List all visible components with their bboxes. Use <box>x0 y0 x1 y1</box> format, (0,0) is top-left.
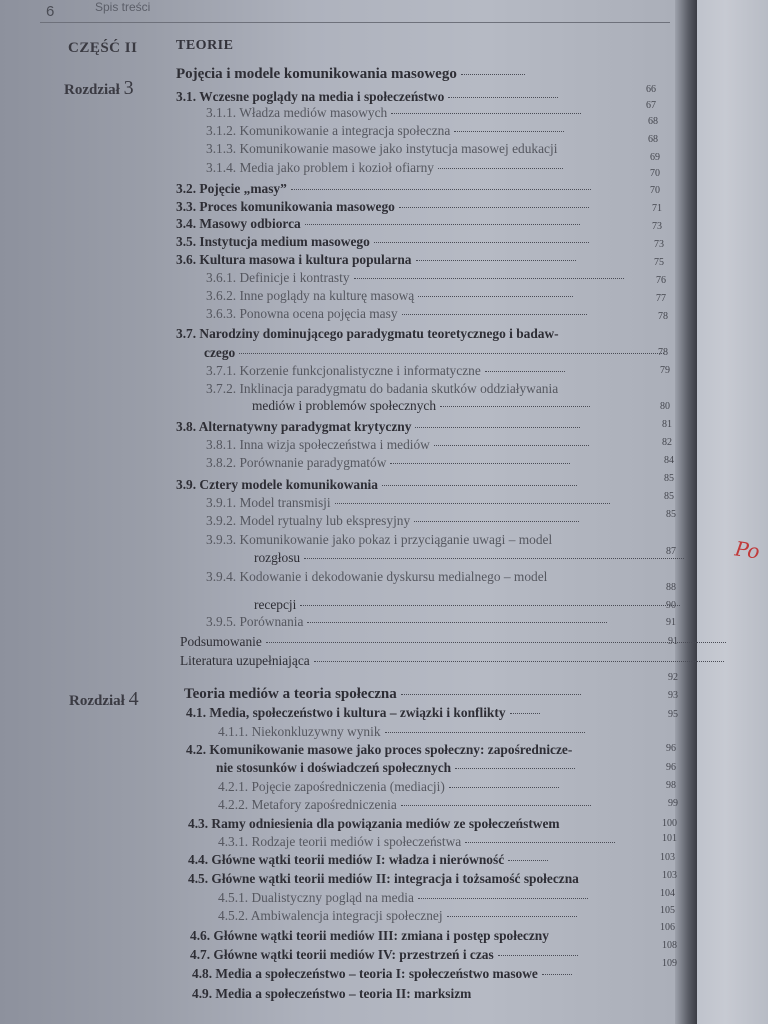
toc-page-number: 67 <box>646 100 656 111</box>
leader-dots <box>304 558 684 559</box>
toc-entry <box>176 181 591 197</box>
toc-page-number: 85 <box>664 491 674 502</box>
toc-entry-text: 4.5.2. Ambiwalencja integracji społecznej <box>218 908 443 923</box>
leader-dots <box>399 207 589 208</box>
toc-entry <box>176 234 589 250</box>
toc-entry-text: Podsumowanie <box>180 634 262 649</box>
chapter-4-label-word: Rozdział <box>69 693 125 709</box>
toc-page-number: 92 <box>668 672 678 683</box>
toc-entry <box>206 569 547 585</box>
leader-dots <box>508 860 548 861</box>
toc-page-number: 68 <box>648 134 658 145</box>
toc-page-number: 91 <box>666 617 676 628</box>
leader-dots <box>510 713 540 714</box>
leader-dots <box>449 787 559 788</box>
toc-entry-text: 3.6.2. Inne poglądy na kulturę masową <box>206 288 415 303</box>
running-head-title: Spis treści <box>95 0 151 14</box>
chapter-3-title: Pojęcia i modele komunikowania masowego <box>176 66 525 82</box>
toc-entry <box>180 653 724 669</box>
toc-entry <box>176 252 576 268</box>
toc-entry-text: czego <box>204 345 236 360</box>
toc-page-number: 73 <box>652 221 662 232</box>
toc-page-number: 105 <box>660 905 675 916</box>
toc-page-number: 100 <box>662 818 677 829</box>
toc-entry-text: 3.6. Kultura masowa i kultura popularna <box>176 252 412 267</box>
toc-page-number: 99 <box>668 798 678 809</box>
toc-entry-text: 4.8. Media a społeczeństwo – teoria I: społeczeństwo masowe <box>192 966 538 981</box>
leader-dots <box>266 642 726 643</box>
toc-entry-text: recepcji <box>254 597 297 612</box>
toc-entry <box>206 105 581 121</box>
leader-dots <box>385 732 585 733</box>
leader-dots <box>382 485 577 486</box>
toc-entry <box>218 834 615 850</box>
toc-page-number: 109 <box>662 958 677 969</box>
leader-dots <box>414 521 579 522</box>
toc-entry <box>186 742 572 758</box>
toc-entry <box>206 160 563 176</box>
toc-entry-text: 3.6.1. Definicje i kontrasty <box>206 270 350 285</box>
leader-dots <box>447 916 577 917</box>
toc-entry <box>218 779 559 795</box>
part-title: TEORIE <box>176 38 234 53</box>
toc-entry-text: 3.5. Instytucja medium masowego <box>176 234 370 249</box>
leader-dots <box>415 427 580 428</box>
toc-page-number: 104 <box>660 888 675 899</box>
toc-entry <box>254 550 684 566</box>
toc-entry-text: 3.9.5. Porównania <box>206 614 304 629</box>
toc-entry-text: 4.1.1. Niekonkluzywny wynik <box>218 724 381 739</box>
leader-dots <box>314 661 724 662</box>
toc-entry-text: 3.8.2. Porównanie paradygmatów <box>206 455 387 470</box>
toc-entry <box>252 398 590 414</box>
leader-dots <box>438 168 563 169</box>
toc-page-number: 91 <box>668 636 678 647</box>
toc-entry <box>176 89 558 105</box>
toc-entry-text: rozgłosu <box>254 550 301 565</box>
toc-page-number: 73 <box>654 239 664 250</box>
handwritten-margin-note: Po <box>733 536 762 564</box>
toc-page-number: 93 <box>668 690 678 701</box>
toc-entry-text: 3.3. Proces komunikowania masowego <box>176 199 395 214</box>
toc-page-number: 87 <box>666 546 676 557</box>
leader-dots <box>418 898 588 899</box>
toc-entry-text: 4.5. Główne wątki teorii mediów II: integracja i tożsamość społeczna <box>188 871 579 886</box>
toc-entry <box>204 345 664 361</box>
leader-dots <box>354 278 624 279</box>
toc-entry-text: 4.4. Główne wątki teorii mediów I: władza i nierówność <box>188 852 505 867</box>
leader-dots <box>291 189 591 190</box>
leader-dots <box>305 224 580 225</box>
leader-dots <box>465 842 615 843</box>
toc-entry <box>188 816 560 832</box>
toc-entry-text: 3.2. Pojęcie „masy” <box>176 181 287 196</box>
toc-entry <box>176 199 589 215</box>
toc-entry <box>176 326 559 342</box>
toc-entry <box>192 966 572 982</box>
toc-entry-text: 3.9.2. Model rytualny lub ekspresyjny <box>206 513 411 528</box>
toc-page-number: 101 <box>662 833 677 844</box>
chapter-4-title: Teoria mediów a teoria społeczna <box>184 686 581 702</box>
leader-dots <box>307 622 607 623</box>
toc-page-number: 77 <box>656 293 666 304</box>
toc-entry <box>218 890 588 906</box>
toc-entry-text: 4.6. Główne wątki teorii mediów III: zmiana i postęp społeczny <box>190 928 549 943</box>
leader-dots <box>391 113 581 114</box>
toc-entry-text: 3.4. Masowy odbiorca <box>176 216 301 231</box>
leader-dots <box>335 503 610 504</box>
toc-entry <box>206 495 610 511</box>
toc-entry-text: 3.8. Alternatywny paradygmat krytyczny <box>176 419 412 434</box>
page-number: 6 <box>46 3 55 20</box>
toc-entry <box>206 614 607 630</box>
toc-entry <box>206 141 557 157</box>
toc-entry-text: 3.1.1. Władza mediów masowych <box>206 105 388 120</box>
toc-entry <box>206 363 565 379</box>
toc-page-number: 96 <box>666 762 676 773</box>
toc-page-number: 70 <box>650 185 660 196</box>
toc-entry <box>176 477 577 493</box>
toc-page-number: 85 <box>664 473 674 484</box>
toc-entry-text: 4.5.1. Dualistyczny pogląd na media <box>218 890 414 905</box>
toc-entry-text: 3.9. Cztery modele komunikowania <box>176 477 378 492</box>
toc-entry-text: nie stosunków i doświadczeń społecznych <box>216 760 452 775</box>
toc-entry <box>190 928 549 944</box>
toc-entry <box>254 597 680 613</box>
toc-entry <box>218 724 585 740</box>
toc-page-number: 66 <box>646 84 656 95</box>
toc-page-number: 98 <box>666 780 676 791</box>
toc-entry <box>188 852 548 868</box>
toc-page-number: 76 <box>656 275 666 286</box>
toc-entry-text: 4.9. Media a społeczeństwo – teoria II: marksizm <box>192 986 472 1001</box>
toc-entry <box>206 306 587 322</box>
toc-entry-text: 3.9.1. Model transmisji <box>206 495 331 510</box>
toc-entry-text: 3.7.1. Korzenie funkcjonalistyczne i informatyczne <box>206 363 481 378</box>
chapter-3-label-word: Rozdział <box>64 82 120 98</box>
toc-entry-text: 3.6.3. Ponowna ocena pojęcia masy <box>206 306 398 321</box>
toc-entry <box>190 947 578 963</box>
toc-entry <box>206 437 589 453</box>
toc-page-number: 82 <box>662 437 672 448</box>
toc-entry <box>180 634 726 650</box>
toc-entry <box>176 216 580 232</box>
leader-dots <box>434 445 589 446</box>
toc-page-number: 78 <box>658 311 668 322</box>
toc-entry <box>206 532 552 548</box>
toc-entry-text: 4.3. Ramy odniesienia dla powiązania mediów ze społeczeństwem <box>188 816 560 831</box>
leader-dots <box>448 97 558 98</box>
leader-dots <box>300 605 680 606</box>
toc-entry-text: 4.7. Główne wątki teorii mediów IV: przestrzeń i czas <box>190 947 494 962</box>
toc-entry-text: 4.2.1. Pojęcie zapośredniczenia (mediacji) <box>218 779 445 794</box>
toc-page-number: 103 <box>662 870 677 881</box>
toc-page-number: 95 <box>668 709 678 720</box>
toc-entry-text: 4.1. Media, społeczeństwo i kultura – związki i konflikty <box>186 705 506 720</box>
toc-entry-text: 3.9.4. Kodowanie i dekodowanie dyskursu medialnego – model <box>206 569 548 584</box>
leader-dots <box>401 805 591 806</box>
toc-entry <box>206 288 573 304</box>
toc-entry-text: 4.2. Komunikowanie masowe jako proces społeczny: zapośrednicze- <box>186 742 573 757</box>
toc-page-number: 84 <box>664 455 674 466</box>
toc-page-number: 70 <box>650 168 660 179</box>
toc-page-number: 81 <box>662 419 672 430</box>
toc-page-number: 88 <box>666 582 676 593</box>
toc-entry <box>218 908 577 924</box>
toc-entry <box>216 760 575 776</box>
toc-entry-text: 3.1.3. Komunikowanie masowe jako instytucja masowej edukacji <box>206 141 558 156</box>
part-label: CZĘŚĆ II <box>68 40 138 56</box>
toc-entry <box>206 270 624 286</box>
leader-dots <box>239 353 664 354</box>
leader-dots <box>416 260 576 261</box>
toc-entry-text: mediów i problemów społecznych <box>252 398 437 413</box>
toc-page-number: 71 <box>652 203 662 214</box>
toc-entry-text: 4.2.2. Metafory zapośredniczenia <box>218 797 397 812</box>
leader-dots <box>485 371 565 372</box>
leader-dots <box>374 242 589 243</box>
toc-page-number: 79 <box>660 365 670 376</box>
toc-entry <box>206 513 579 529</box>
toc-entry-text: 4.3.1. Rodzaje teorii mediów i społeczeństwa <box>218 834 462 849</box>
leader-dots <box>455 768 575 769</box>
toc-entry-text: 3.9.3. Komunikowanie jako pokaz i przyciąganie uwagi – model <box>206 532 553 547</box>
toc-page-number: 108 <box>662 940 677 951</box>
toc-page-number: 103 <box>660 852 675 863</box>
chapter-3-number: 3 <box>123 77 134 99</box>
toc-entry-text: 3.1.2. Komunikowanie a integracja społeczna <box>206 123 451 138</box>
toc-page-number: 85 <box>666 509 676 520</box>
toc-page-number: 90 <box>666 600 676 611</box>
toc-entry <box>206 381 558 397</box>
toc-entry <box>188 871 579 887</box>
leader-dots <box>542 974 572 975</box>
leader-dots <box>498 955 578 956</box>
toc-entry <box>186 705 540 721</box>
toc-entry-text: 3.8.1. Inna wizja społeczeństwa i mediów <box>206 437 430 452</box>
leader-dots <box>440 406 590 407</box>
leader-dots <box>418 296 573 297</box>
toc-page-number: 69 <box>650 152 660 163</box>
leader-dots <box>402 314 587 315</box>
toc-page-number: 106 <box>660 922 675 933</box>
toc-page-number: 75 <box>654 257 664 268</box>
toc-entry <box>206 455 570 471</box>
leader-dots <box>390 463 570 464</box>
toc-entry-text: Literatura uzupełniająca <box>180 653 310 668</box>
toc-page-number: 78 <box>658 347 668 358</box>
leader-dots <box>454 131 564 132</box>
toc-page-number: 68 <box>648 116 658 127</box>
toc-entry <box>218 797 591 813</box>
toc-entry <box>176 419 580 435</box>
chapter-4-number: 4 <box>128 688 139 710</box>
toc-entry <box>192 986 471 1002</box>
toc-entry-text: 3.1. Wczesne poglądy na media i społeczeństwo <box>176 89 445 104</box>
toc-entry-text: 3.1.4. Media jako problem i kozioł ofiarny <box>206 160 434 175</box>
toc-page-number: 80 <box>660 401 670 412</box>
toc-entry <box>206 123 564 139</box>
toc-page-number: 96 <box>666 743 676 754</box>
toc-entry-text: 3.7. Narodziny dominującego paradygmatu teoretycznego i badaw- <box>176 326 559 341</box>
toc-entry-text: 3.7.2. Inklinacja paradygmatu do badania skutków oddziaływania <box>206 381 559 396</box>
